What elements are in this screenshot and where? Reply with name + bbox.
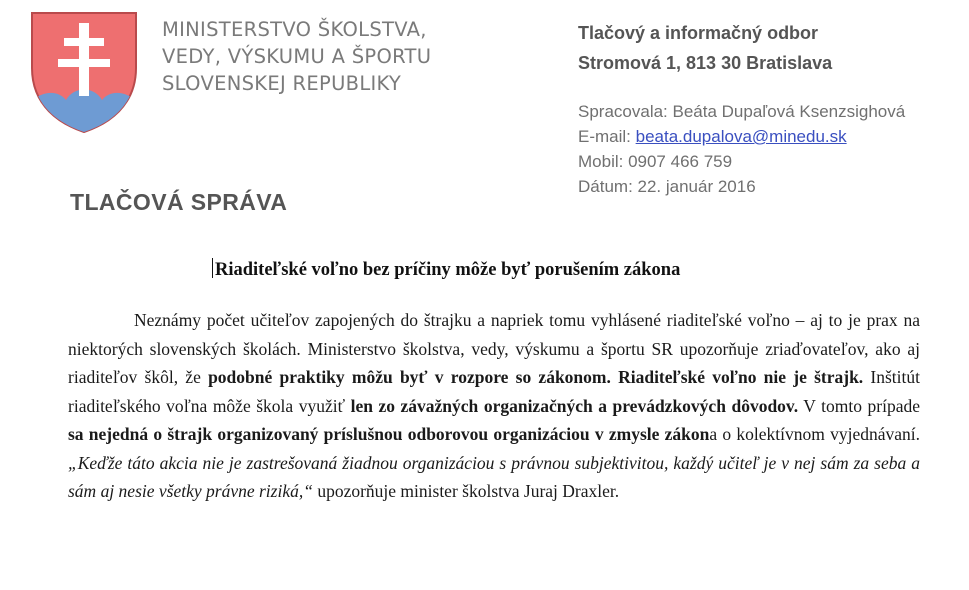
office-block — [578, 18, 832, 78]
article-text-3: V tomto prípade — [798, 395, 920, 416]
office-name: Tlačový a informačný odbor — [578, 23, 819, 43]
text-cursor — [212, 258, 213, 278]
office-address: Stromová 1, 813 30 Bratislava — [578, 53, 833, 73]
ministry-name-line1: MINISTERSTVO ŠKOLSTVA, — [162, 18, 427, 41]
slovak-coat-of-arms-logo — [28, 10, 140, 134]
article-text-1: Neznámy počet učiteľov zapojených do štrajku a napriek tomu vyhlásené riaditeľské voľno – aj to je prax na niektorých slovenských školách. Ministerstvo školstva, vedy, výskumu a športu SR upozorňuje zriaďovateľov, ako aj riaditeľov škôl, že — [68, 310, 920, 387]
email-link[interactable]: beata.dupalova@minedu.sk — [635, 127, 847, 146]
hills-shape — [28, 90, 140, 135]
article-bold-1: podobné praktiky môžu byť v rozpore so zákonom. Riaditeľské voľno nie je štrajk. — [208, 367, 864, 387]
ministry-name-line3: SLOVENSKEJ REPUBLIKY — [162, 72, 402, 95]
email-line — [578, 124, 905, 149]
headline-text: Riaditeľské voľno bez príčiny môže byť porušením zákona — [215, 260, 681, 280]
email-label: E-mail: — [578, 127, 636, 146]
minister-quote: „Keďže táto akcia nie je zastrešovaná žiadnou organizáciou s právnou subjektivitou, každý učiteľ je v nej sám za seba a sám aj nesie všetky právne riziká,“ — [68, 452, 920, 501]
headline — [212, 258, 680, 281]
ministry-name — [162, 16, 431, 97]
article-paragraph — [68, 306, 920, 506]
prepared-by: Spracovala: Beáta Dupaľová Ksenzsighová — [578, 102, 906, 121]
article-bold-3: sa nejedná o štrajk organizovaný príslušnou odborovou organizáciou v zmysle zákon — [68, 424, 710, 444]
article-text-2: Inštitút riaditeľského voľna môže škola využiť — [68, 367, 921, 416]
article-text-4: a o kolektívnom vyjednávaní. — [709, 424, 920, 444]
mobile-number: Mobil: 0907 466 759 — [578, 152, 733, 171]
release-date: Dátum: 22. január 2016 — [578, 177, 756, 196]
article-bold-2: len zo závažných organizačných a prevádzkových dôvodov. — [350, 395, 799, 416]
press-release-label: TLAČOVÁ SPRÁVA — [70, 189, 288, 215]
article-text-5: upozorňuje minister školstva Juraj Draxler. — [312, 481, 620, 501]
contact-block — [578, 99, 905, 199]
ministry-name-line2: VEDY, VÝSKUMU A ŠPORTU — [162, 45, 432, 68]
